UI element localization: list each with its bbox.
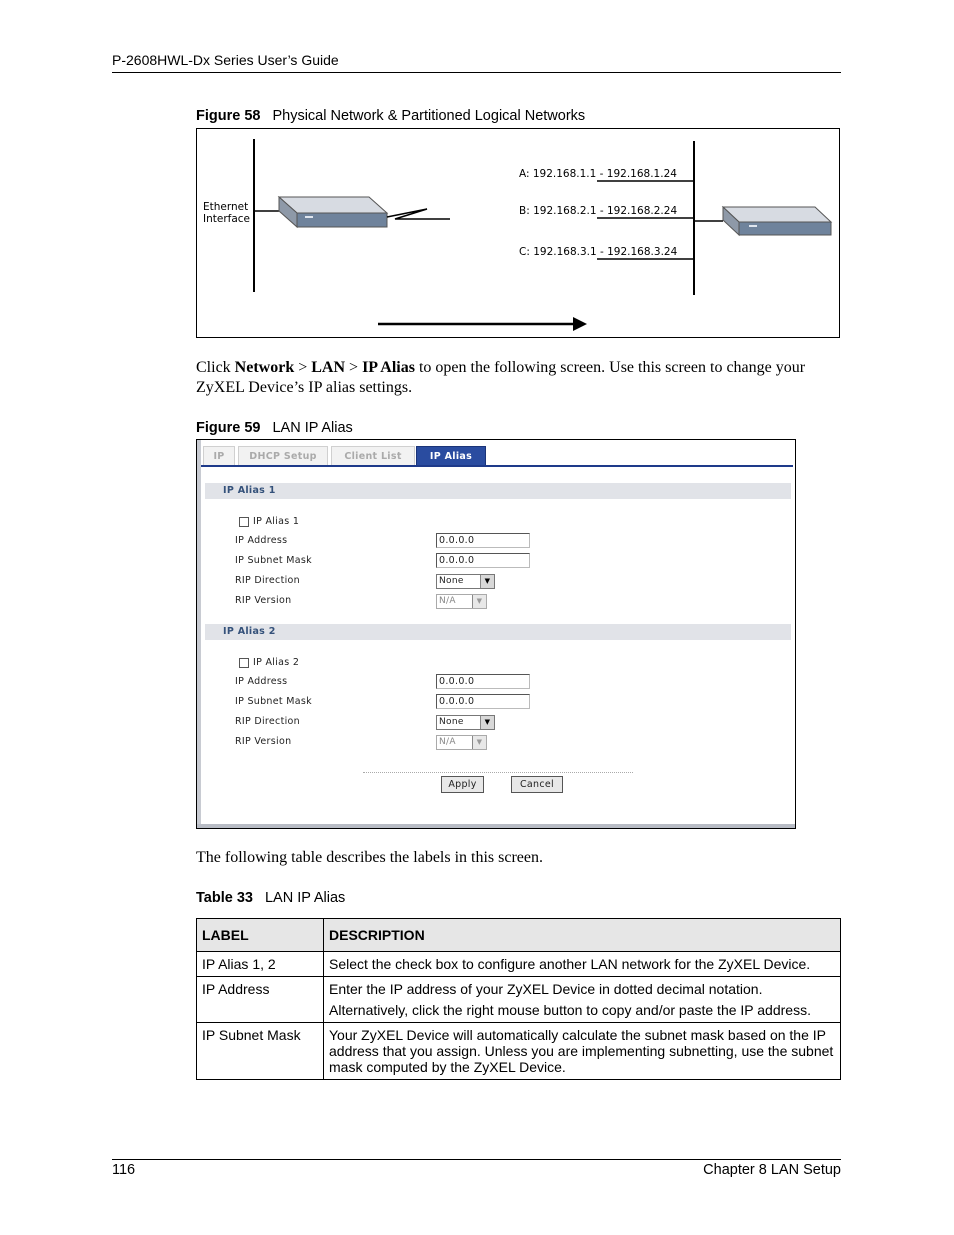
- table-header-row: [197, 919, 841, 952]
- column-header-description: DESCRIPTION: [324, 919, 841, 952]
- ethernet-label-1: Ethernet: [203, 201, 249, 213]
- figure-58-diagram: [196, 128, 840, 338]
- row-description: Your ZyXEL Device will automatically calculate the subnet mask based on the IP address that you assign. Unless you are implementing subnetting, use the subnet mask computed by the ZyXEL Device.: [324, 1023, 841, 1080]
- figure-59-caption: [196, 420, 353, 436]
- intro-network: Network: [234, 359, 295, 376]
- ip-address-1-label: IP Address: [235, 535, 288, 546]
- subnet-mask-1-label: IP Subnet Mask: [235, 555, 312, 566]
- section-ip-alias-2-header: IP Alias 2: [205, 624, 791, 640]
- ip-alias-2-checkbox[interactable]: [239, 658, 249, 668]
- rip-version-2-select: [436, 735, 487, 750]
- intro-text-2: to open the following screen. Use this screen to change your ZyXEL Device’s IP alias settings.: [196, 359, 806, 396]
- router-device-left-icon: [279, 197, 387, 227]
- page-number: 116: [112, 1162, 136, 1178]
- left-frame-bar: [197, 440, 201, 829]
- subnet-mask-1-input[interactable]: 0.0.0.0: [436, 553, 530, 568]
- figure-58-number: Figure 58: [196, 108, 261, 124]
- tab-dhcp-setup[interactable]: DHCP Setup: [238, 446, 328, 466]
- header-rule: [112, 72, 841, 73]
- rip-version-1-select: [436, 594, 487, 609]
- tab-ip-alias[interactable]: IP Alias: [416, 446, 486, 466]
- column-header-label: LABEL: [197, 919, 324, 952]
- rip-version-1-label: RIP Version: [235, 595, 292, 606]
- chevron-down-icon: ▼: [472, 595, 486, 608]
- ethernet-label-2: Interface: [203, 213, 251, 225]
- chevron-down-icon: ▼: [480, 716, 494, 729]
- ip-address-2-label: IP Address: [235, 676, 288, 687]
- rip-direction-2-label: RIP Direction: [235, 716, 300, 727]
- arrow-head-icon: [573, 317, 587, 331]
- chevron-down-icon: ▼: [472, 736, 486, 749]
- ip-address-1-input[interactable]: 0.0.0.0: [436, 533, 530, 548]
- row-description-line: Enter the IP address of your ZyXEL Device in dotted decimal notation.: [329, 981, 763, 997]
- tab-ip[interactable]: IP: [203, 446, 235, 466]
- button-divider: [363, 772, 633, 773]
- ip-alias-1-checkbox-label: IP Alias 1: [253, 516, 300, 527]
- subnet-b-label: B: 192.168.2.1 - 192.168.2.24: [519, 205, 678, 217]
- lan-ip-alias-screen: [196, 439, 796, 829]
- table-33-caption: [196, 890, 345, 906]
- intro-sep-2: >: [345, 359, 363, 376]
- rip-version-2-label: RIP Version: [235, 736, 292, 747]
- lan-ip-alias-table: [196, 918, 841, 1080]
- rip-direction-1-select[interactable]: [436, 574, 495, 589]
- subnet-mask-2-label: IP Subnet Mask: [235, 696, 312, 707]
- running-header: P-2608HWL-Dx Series User’s Guide: [112, 52, 339, 68]
- table-row: [197, 952, 841, 977]
- row-label: IP Subnet Mask: [197, 1023, 324, 1080]
- row-label: IP Alias 1, 2: [197, 952, 324, 977]
- cancel-button[interactable]: Cancel: [511, 776, 563, 793]
- section-ip-alias-1-header: IP Alias 1: [205, 483, 791, 499]
- tab-client-list[interactable]: Client List: [331, 446, 415, 466]
- chevron-down-icon: ▼: [480, 575, 494, 588]
- apply-button[interactable]: Apply: [441, 776, 484, 793]
- ip-alias-1-checkbox[interactable]: [239, 517, 249, 527]
- intro-text-1: Click: [196, 359, 235, 376]
- link-zigzag: [387, 209, 450, 219]
- rip-direction-1-label: RIP Direction: [235, 575, 300, 586]
- table-row: [197, 977, 841, 1023]
- rip-version-2-value: N/A: [439, 737, 456, 747]
- intro-sep-1: >: [294, 359, 312, 376]
- row-description: [324, 977, 841, 1023]
- bottom-frame-bar: [197, 824, 796, 828]
- rip-direction-2-value: None: [439, 717, 464, 727]
- table-33-number: Table 33: [196, 890, 253, 906]
- rip-version-1-value: N/A: [439, 596, 456, 606]
- figure-59-number: Figure 59: [196, 420, 261, 436]
- table-intro: The following table describes the labels in this screen.: [196, 849, 544, 866]
- rip-direction-2-select[interactable]: [436, 715, 495, 730]
- network-diagram: [197, 129, 839, 337]
- ip-alias-2-checkbox-label: IP Alias 2: [253, 657, 300, 668]
- subnet-mask-2-input[interactable]: 0.0.0.0: [436, 694, 530, 709]
- chapter-title: Chapter 8 LAN Setup: [703, 1162, 841, 1178]
- intro-lan: LAN: [311, 359, 346, 376]
- intro-paragraph: [196, 358, 836, 398]
- table-33-title: LAN IP Alias: [264, 890, 346, 906]
- intro-ipalias: IP Alias: [362, 359, 415, 376]
- figure-58-caption: [196, 108, 585, 124]
- subnet-a-label: A: 192.168.1.1 - 192.168.1.24: [519, 168, 677, 180]
- tab-underline: [201, 465, 793, 467]
- router-device-right-icon: [723, 207, 831, 235]
- row-description: Select the check box to configure another LAN network for the ZyXEL Device.: [324, 952, 841, 977]
- row-description-line: Alternatively, click the right mouse button to copy and/or paste the IP address.: [329, 1002, 811, 1018]
- ip-address-2-input[interactable]: 0.0.0.0: [436, 674, 530, 689]
- footer-rule: [112, 1159, 841, 1160]
- figure-58-title: Physical Network & Partitioned Logical Networks: [272, 108, 586, 124]
- row-label: IP Address: [197, 977, 324, 1023]
- figure-59-title: LAN IP Alias: [272, 420, 353, 436]
- subnet-c-label: C: 192.168.3.1 - 192.168.3.24: [519, 246, 678, 258]
- table-row: [197, 1023, 841, 1080]
- rip-direction-1-value: None: [439, 576, 464, 586]
